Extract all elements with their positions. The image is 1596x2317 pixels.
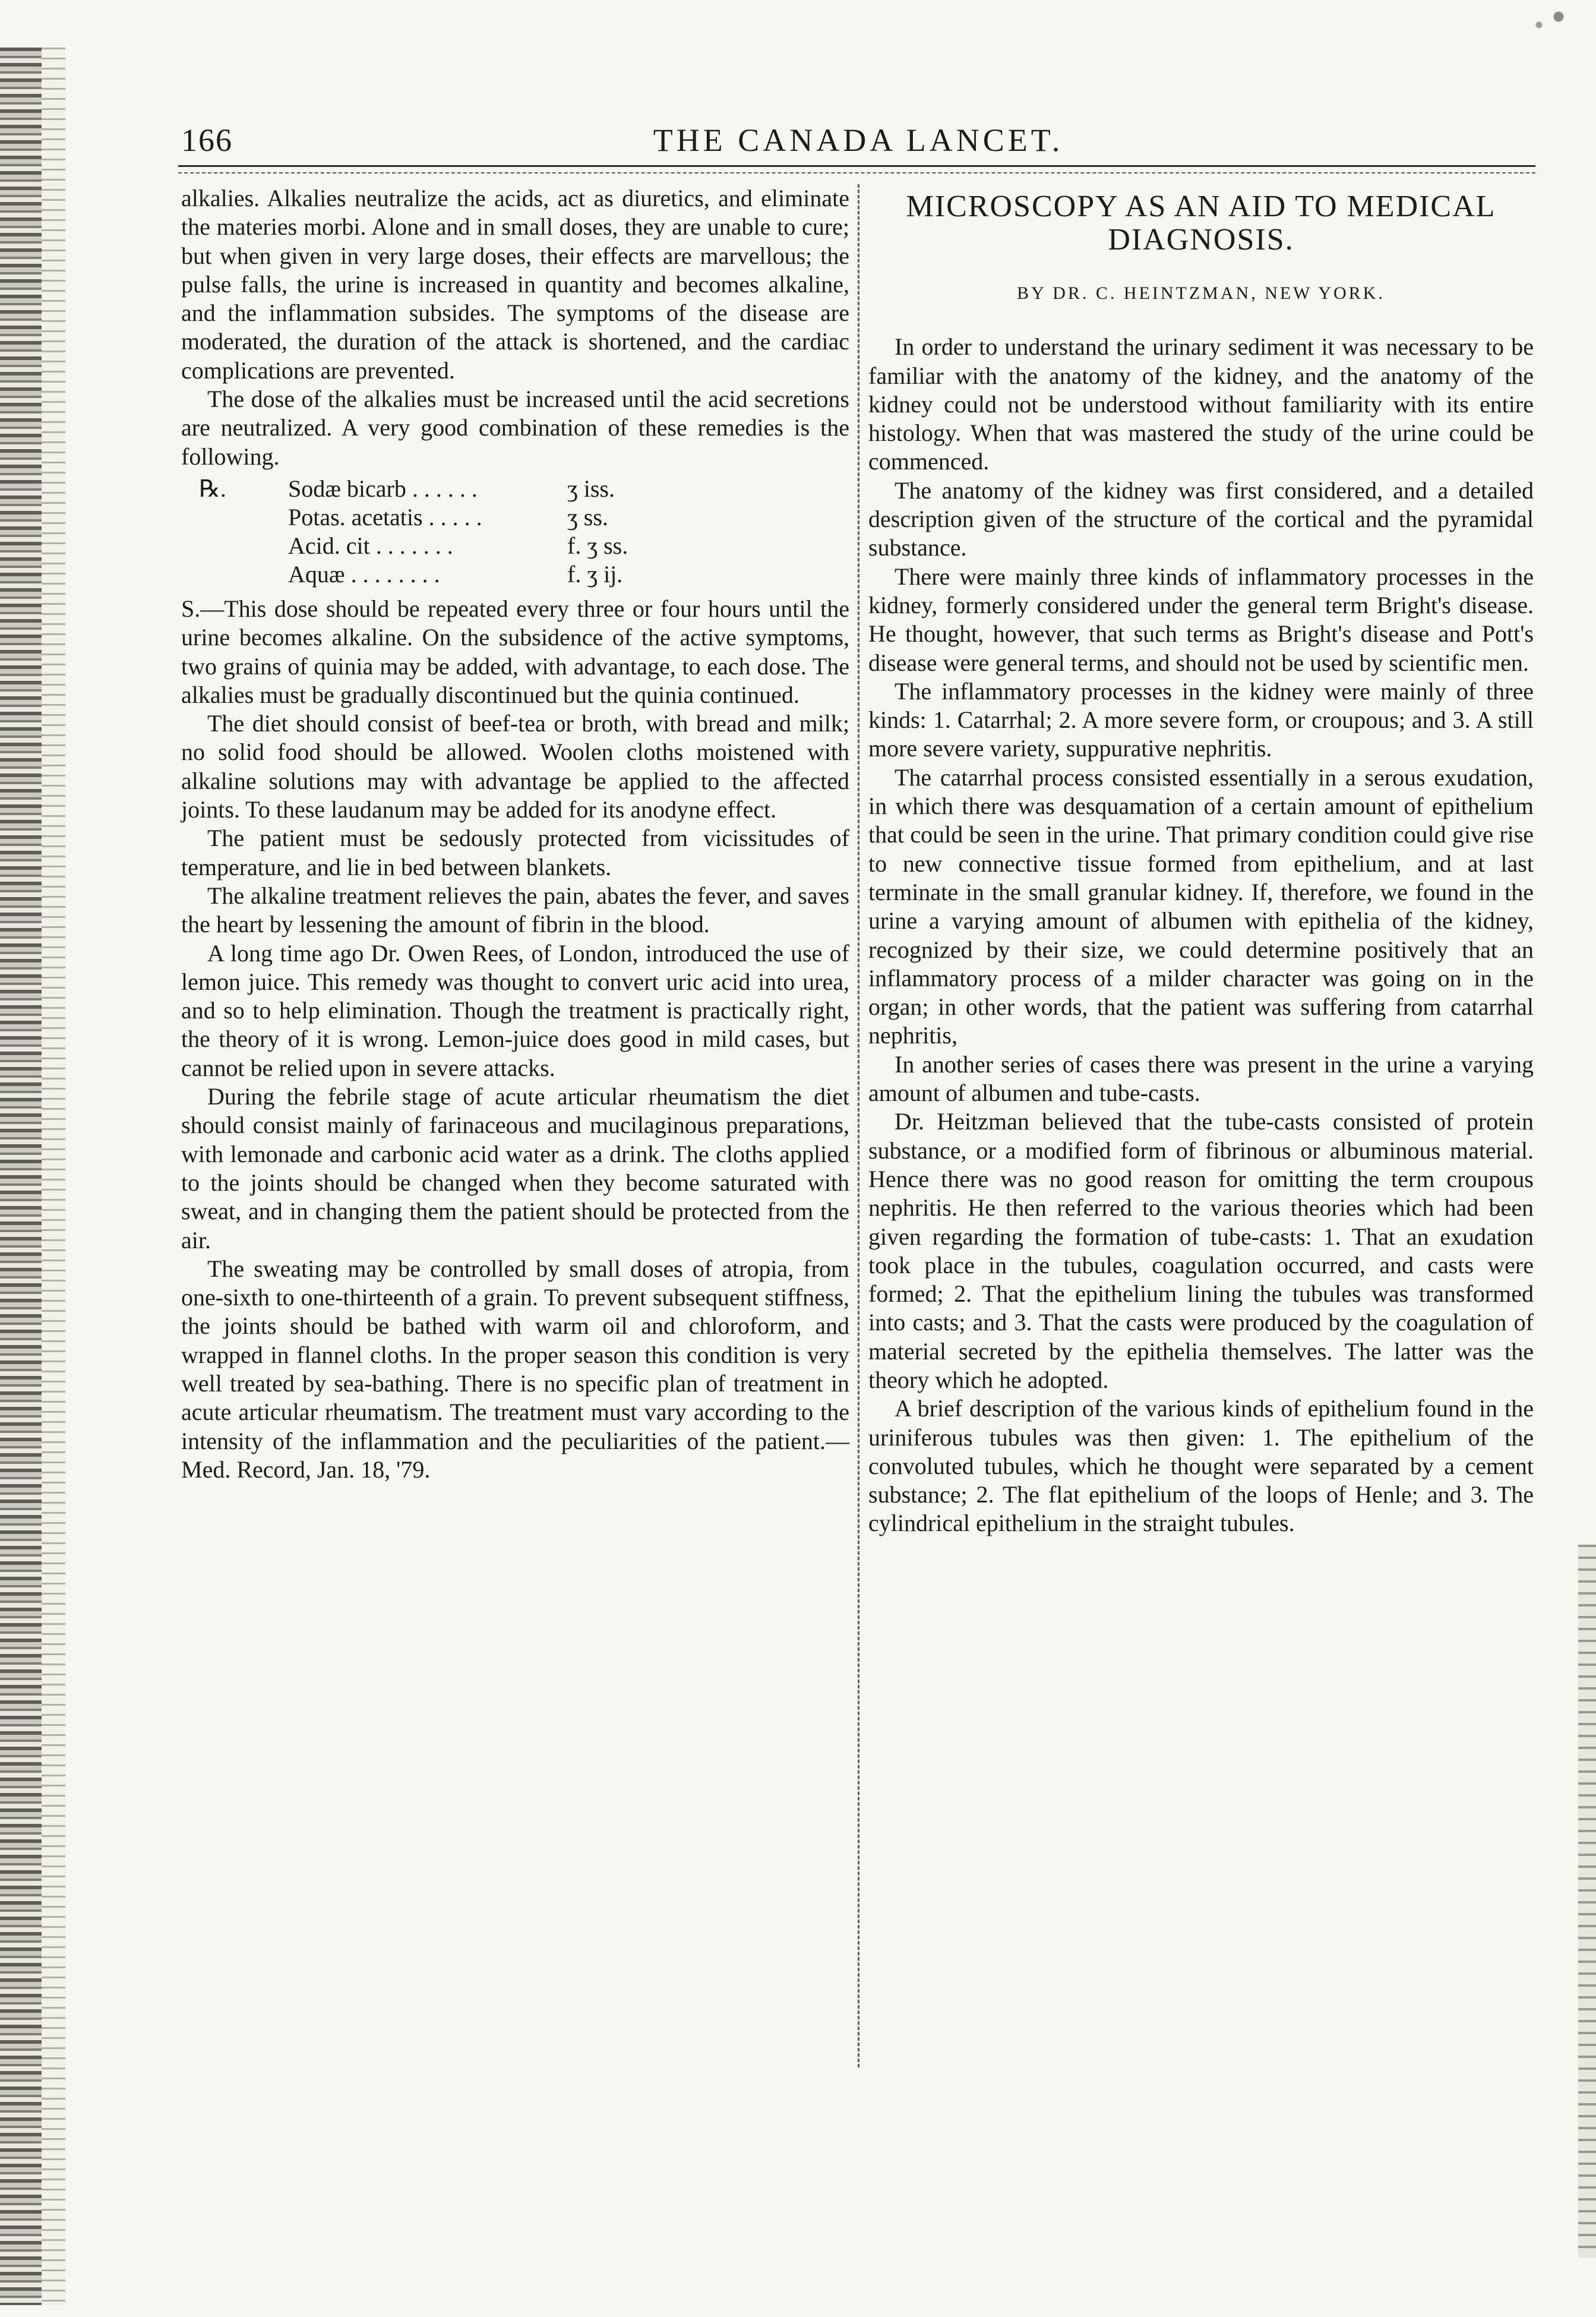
paragraph: The inflammatory processes in the kidney were mainly of three kinds: 1. Catarrhal; 2. A more severe form, or croupous; and 3. A still more severe variety, suppurative nephritis. — [868, 677, 1534, 762]
paragraph: alkalies. Alkalies neutralize the acids, act as diuretics, and eliminate the materies morbi. Alone and in small doses, they are unable to cure; but when given in very large doses, their effects are marvellous; the pulse falls, the urine is increased in quantity and becomes alkaline, and the inflammation subsides. The symptoms of the disease are moderated, the duration of the attack is shortened, and the cardiac complications are prevented. — [181, 185, 849, 384]
prescription-row — [181, 503, 849, 532]
prescription-drug: Acid. cit . . . . . . . — [288, 532, 453, 559]
paragraph: The dose of the alkalies must be increased until the acid secretions are neutralized. A very good combination of these remedies is the following. — [181, 386, 849, 470]
binding-shadow — [42, 48, 65, 2305]
left-column — [181, 184, 849, 1484]
page-number: 166 — [181, 122, 233, 158]
header-rule — [178, 165, 1535, 167]
paragraph: In another series of cases there was present in the urine a varying amount of albumen and tube-casts. — [868, 1050, 1534, 1107]
running-head: THE CANADA LANCET. — [653, 122, 1064, 158]
paragraph: The patient must be sedously protected from vicissitudes of temperature, and lie in bed between blankets. — [181, 825, 849, 880]
prescription-dose: ʒ iss. — [567, 475, 615, 502]
paragraph: A brief description of the various kinds of epithelium found in the uriniferous tubules was then given: 1. The epithelium of the convoluted tubules, which he thought were separated by a cement substance; 2. The flat epithelium of the loops of Henle; and 3. The cylindrical epithelium in the straight tubules. — [868, 1395, 1534, 1537]
recipe-symbol: ℞. — [199, 475, 226, 502]
prescription-drug: Potas. acetatis . . . . . — [288, 503, 482, 531]
header-rule-secondary — [178, 172, 1535, 173]
prescription-row — [181, 532, 849, 560]
paragraph: The diet should consist of beef-tea or broth, with bread and milk; no solid food should be allowed. Woolen cloths moistened with alkaline solutions may with advantage be applied to the affected joints. To these laudanum may be added for its anodyne effect. — [181, 710, 849, 823]
paragraph: There were mainly three kinds of inflammatory processes in the kidney, formerly considered under the general term Bright's disease. He thought, however, that such terms as Bright's disease and Pott's disease were general terms, and should not be used by scientific men. — [868, 563, 1534, 676]
prescription-row — [181, 560, 849, 589]
page-header — [181, 122, 1535, 163]
prescription-dose: f. ʒ ss. — [567, 532, 628, 559]
article-title: MICROSCOPY AS AN AID TO MEDICAL DIAGNOSIS. — [906, 190, 1496, 257]
prescription-drug: Aquæ . . . . . . . . — [288, 560, 440, 588]
page-edge-texture — [1578, 1545, 1596, 2258]
paragraph: The sweating may be controlled by small doses of atropia, from one-sixth to one-thirteenth of a grain. To prevent subsequent stiffness, the joints should be bathed with warm oil and chloroform, and wrapped in flannel cloths. In the proper season this condition is very well treated by sea-bathing. There is no specific plan of treatment in acute articular rheumatism. The treatment must vary according to the intensity of the inflammation and the peculiarities of the patient.—Med. Record, Jan. 18, '79. — [181, 1255, 849, 1483]
paragraph: The alkaline treatment relieves the pain, abates the fever, and saves the heart by lessening the amount of fibrin in the blood. — [181, 882, 849, 938]
prescription — [181, 475, 849, 589]
prescription-drug: Sodæ bicarb . . . . . . — [288, 475, 478, 502]
right-column — [868, 184, 1534, 1538]
paragraph: Dr. Heitzman believed that the tube-casts consisted of protein substance, or a modified form of fibrinous or albuminous material. Hence there was no good reason for omitting the term croupous nephritis. He then referred to the various theories which had been given regarding the formation of tube-casts: 1. That an exudation took place in the tubules, coagulation occurred, and casts were formed; 2. That the epithelium lining the tubules was transformed into casts; and 3. That the casts were produced by the coagulation of material secreted by the epithelia themselves. The latter was the theory which he adopted. — [868, 1108, 1534, 1393]
paragraph: During the febrile stage of acute articular rheumatism the diet should consist mainly of farinaceous and mucilaginous preparations, with lemonade and carbonic acid water as a drink. The cloths applied to the joints should be changed when they become saturated with sweat, and in changing them the patient should be protected from the air. — [181, 1083, 849, 1254]
prescription-row — [181, 475, 849, 503]
prescription-dose: ʒ ss. — [567, 503, 608, 531]
paragraph: The catarrhal process consisted essentially in a serous exudation, in which there was desquamation of a certain amount of epithelium that could be seen in the urine. That primary condition could give rise to new connective tissue formed from epithelium, and at last terminate in the small granular kidney. If, therefore, we found in the urine a varying amount of albumen with epithelia of the kidney, recognized by their size, we could determine positively that an inflammatory process of a milder character was going on in the organ; in other words, that the patient was suffering from catarrhal nephritis, — [868, 763, 1534, 1049]
paragraph: A long time ago Dr. Owen Rees, of London, introduced the use of lemon juice. This remedy was thought to convert uric acid into urea, and so to help elimination. Though the treatment is practically right, the theory of it is wrong. Lemon-juice does good in mild cases, but cannot be relied upon in severe attacks. — [181, 939, 849, 1081]
column-divider — [858, 184, 859, 2067]
article-byline: BY DR. C. HEINTZMAN, NEW YORK. — [1017, 283, 1385, 303]
paragraph: S.—This dose should be repeated every three or four hours until the urine becomes alkaline. On the subsidence of the active symptoms, two grains of quinia may be added, with advantage, to each dose. The alkalies must be gradually discontinued but the quinia continued. — [181, 595, 849, 708]
paragraph: The anatomy of the kidney was first considered, and a detailed description given of the structure of the cortical and the pyramidal substance. — [868, 476, 1534, 561]
prescription-dose: f. ʒ ij. — [567, 560, 623, 588]
paragraph: In order to understand the urinary sediment it was necessary to be familiar with the anatomy of the kidney, and the anatomy of the kidney could not be understood without familiarity with its entire histology. When that was mastered the study of the urine could be commenced. — [868, 333, 1534, 475]
scan-speck — [1513, 0, 1578, 42]
book-binding-edge — [0, 48, 42, 2305]
